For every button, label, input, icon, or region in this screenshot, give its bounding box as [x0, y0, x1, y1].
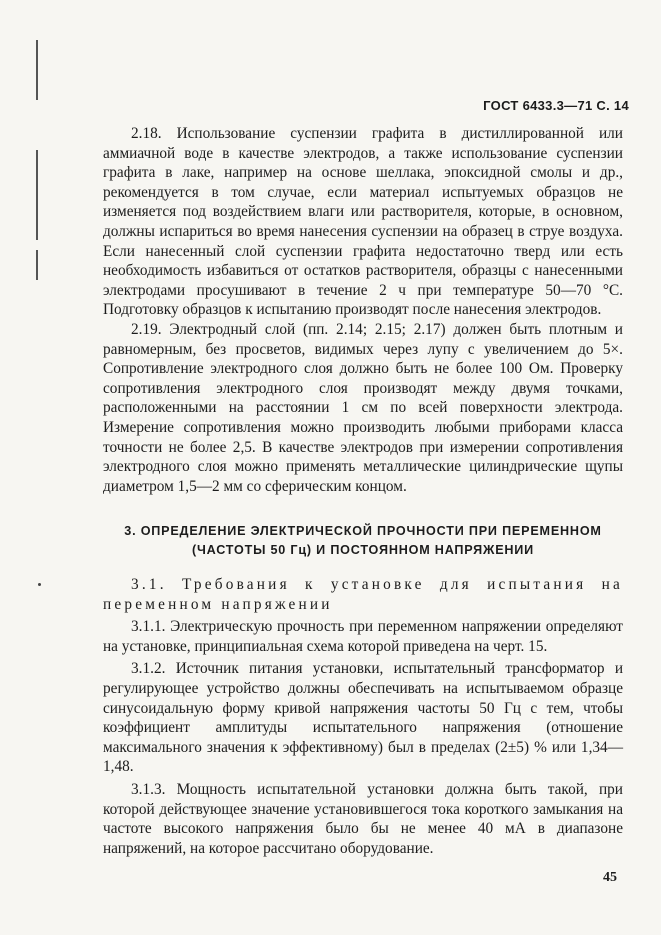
- margin-mark: [36, 150, 38, 240]
- paragraph-3-1-3: 3.1.3. Мощность испытательной установки должна быть такой, при которой действующее значение установившегося тока короткого замыкания на частоте высокого напряжения было бы не менее 40 мА в диапазоне напряжений, на которое рассчитано оборудование.: [103, 780, 623, 857]
- body-text: [103, 124, 623, 496]
- paragraph-3-1-1: 3.1.1. Электрическую прочность при переменном напряжении определяют на установке, принципиальная схема которой приведена на черт. 15.: [103, 618, 623, 655]
- paragraph-2-18: 2.18. Использование суспензии графита в дистиллированной или аммиачной воде в качестве электродов, а также использование суспензии графита в лаке, например на основе шеллака, эпоксидной смолы и др., рекомендуется в том случае, если материал испытуемых образцов не изменяется под воздействием влаги или растворителя, которые, в основном, должны испариться во время нанесения суспензии на образец в струе воздуха. Если нанесенный слой суспензии графита недостаточно тверд или есть необходимость избавиться от остатков растворителя, образцы с нанесенными электродами просушивают в течение 2 ч при температуре 50—70 °С. Подготовку образцов к испытанию производят после нанесения электродов.: [103, 125, 623, 319]
- document-header: ГОСТ 6433.3—71 С. 14: [483, 98, 629, 113]
- section-title: 3. ОПРЕДЕЛЕНИЕ ЭЛЕКТРИЧЕСКОЙ ПРОЧНОСТИ ПРИ ПЕРЕМЕННОМ (ЧАСТОТЫ 50 Гц) И ПОСТОЯННОМ НАПРЯЖЕНИИ: [124, 524, 602, 557]
- page-number: 45: [603, 870, 617, 885]
- paragraph-3-1-2: 3.1.2. Источник питания установки, испытательный трансформатор и регулирующее устройство должны обеспечивать на испытываемом образце синусоидальную форму кривой напряжения частоты 50 Гц с тем, чтобы коэффициент амплитуды испытательного напряжения (отношение максимального значения к эффективному) был в пределах (2±5) % или 1,34—1,48.: [103, 660, 623, 776]
- margin-mark: [36, 250, 38, 280]
- margin-mark: [36, 40, 38, 100]
- margin-dot: [38, 583, 41, 586]
- section-3-body: [103, 575, 623, 858]
- subsection-heading: 3.1. Требования к установке для испытания на переменном напряжении: [103, 576, 623, 613]
- paragraph-2-19: 2.19. Электродный слой (пп. 2.14; 2.15; 2.17) должен быть плотным и равномерным, без просветов, видимых через лупу с увеличением до 5×. Сопротивление электродного слоя должно быть не более 100 Ом. Проверку сопротивления электродного слоя производят между двумя точками, расположенными на расстоянии 1 см по всей поверхности электрода. Измерение сопротивления можно производить любыми приборами класса точности не более 2,5. В качестве электродов при измерении сопротивления электродного слоя можно применять металлические цилиндрические щупы диаметром 1,5—2 мм со сферическим концом.: [103, 320, 623, 495]
